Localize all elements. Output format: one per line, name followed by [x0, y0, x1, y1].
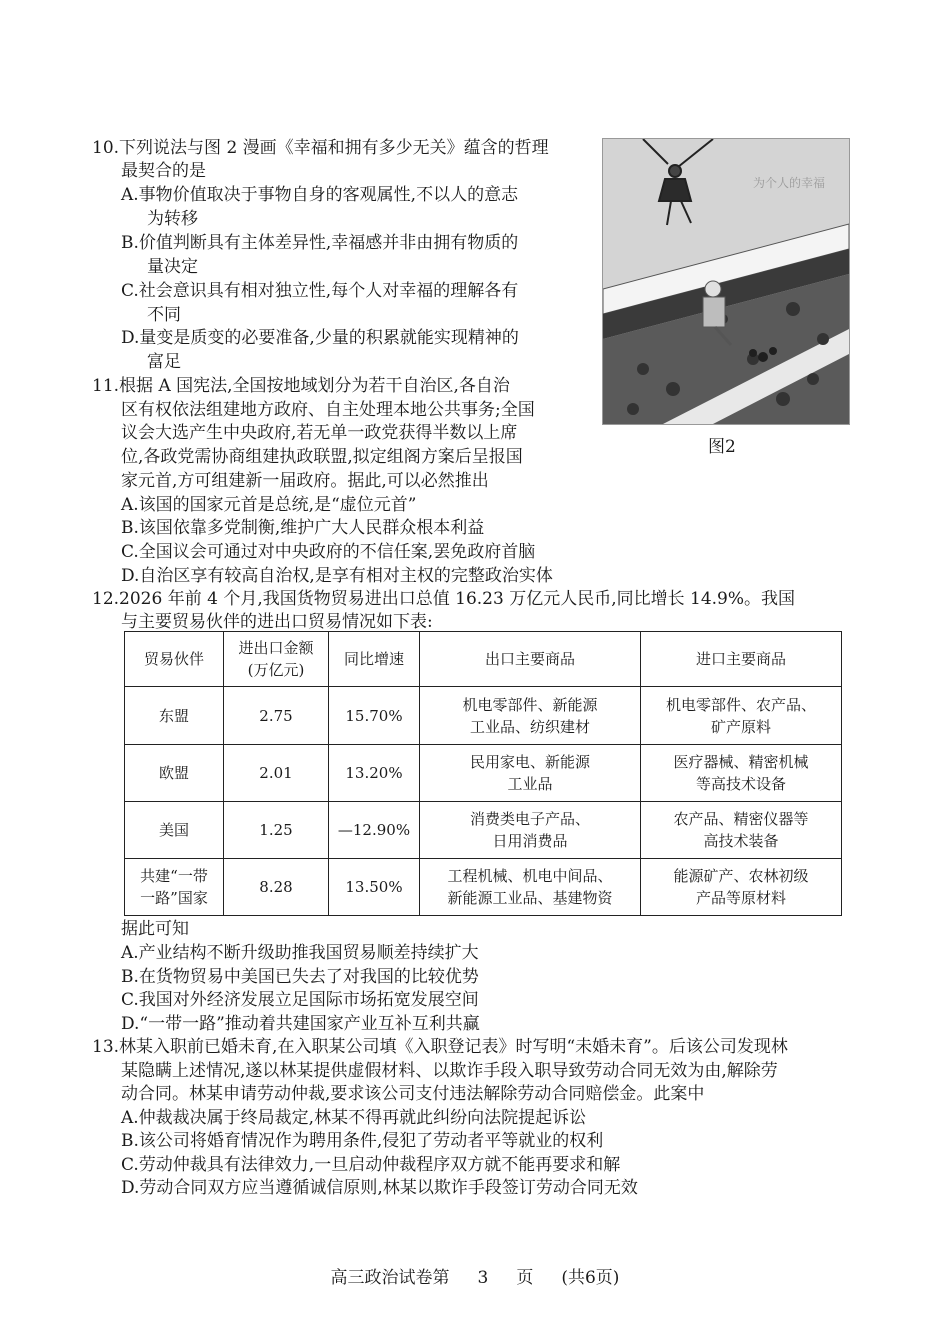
partner-line: 一路”国家 [140, 889, 208, 907]
imports-line: 医疗器械、精密机械 [673, 753, 809, 771]
imports-line: 高技术装备 [703, 832, 779, 850]
q11-stem-line: 家元首,方可组建新一届政府。据此,可以必然推出 [121, 471, 489, 491]
q10-option-a-cont: 为转移 [147, 209, 198, 229]
q12-lead: 据此可知 [121, 919, 189, 939]
q10-option-c-cont: 不同 [147, 305, 181, 325]
q12-option-b: B.在货物贸易中美国已失去了对我国的比较优势 [121, 967, 479, 987]
header-amount [224, 632, 329, 687]
q12-stem-line: 12.2026 年前 4 个月,我国货物贸易进出口总值 16.23 万亿元人民币,同比增长 14.9%。我国 [92, 589, 796, 609]
cell-growth: 15.70% [329, 687, 420, 745]
exports-line: 新能源工业品、基建物资 [447, 889, 613, 907]
q11-stem-line: 位,各政党需协商组建执政联盟,拟定组阁方案后呈报国 [121, 447, 523, 467]
figure-caption: 图2 [708, 437, 736, 457]
cell-exports [420, 802, 641, 859]
partner-line: 东盟 [158, 706, 189, 725]
header-partner: 贸易伙伴 [125, 632, 224, 687]
partner-line: 共建“一带 [140, 867, 208, 885]
q12-option-d: D.“一带一路”推动着共建国家产业互补互利共赢 [121, 1014, 480, 1034]
header-exports: 出口主要商品 [420, 632, 641, 687]
cell-partner [125, 687, 224, 745]
imports-line: 矿产原料 [710, 717, 771, 736]
footer-total-pages: (共6页) [561, 1268, 620, 1288]
table-header-row [125, 632, 842, 687]
header-amount-line1: 进出口金额 [238, 639, 314, 657]
cell-partner [125, 802, 224, 859]
page-footer [0, 1263, 950, 1288]
q13-option-d: D.劳动合同双方应当遵循诚信原则,林某以欺诈手段签订劳动合同无效 [121, 1178, 638, 1198]
imports-line: 等高技术设备 [695, 775, 786, 793]
cell-exports [420, 687, 641, 745]
q13-option-c: C.劳动仲裁具有法律效力,一旦启动仲裁程序双方就不能再要求和解 [121, 1155, 621, 1175]
imports-line: 机电零部件、农产品、 [665, 695, 816, 714]
q13-stem-line: 某隐瞒上述情况,遂以林某提供虚假材料、以欺诈手段入职导致劳动合同无效为由,解除劳 [121, 1061, 778, 1081]
cell-imports [641, 687, 842, 745]
imports-line: 能源矿产、农林初级 [673, 867, 809, 885]
q13-option-b: B.该公司将婚育情况作为聘用条件,侵犯了劳动者平等就业的权利 [121, 1131, 604, 1151]
partner-line: 欧盟 [158, 764, 189, 782]
q10-option-c: C.社会意识具有相对独立性,每个人对幸福的理解各有 [121, 281, 519, 301]
header-imports: 进口主要商品 [641, 632, 842, 687]
q10-option-a: A.事物价值取决于事物自身的客观属性,不以人的意志 [121, 185, 519, 205]
exports-line: 民用家电、新能源 [469, 753, 590, 771]
imports-line: 农产品、精密仪器等 [673, 810, 809, 828]
table-row [125, 802, 842, 859]
cell-growth: 13.20% [329, 745, 420, 802]
exports-line: 工程机械、机电中间品、 [447, 867, 613, 885]
q13-stem-line: 13.林某入职前已婚未育,在入职某公司填《入职登记表》时写明“未婚未育”。后该公司发现林 [92, 1037, 788, 1057]
table-row [125, 745, 842, 802]
exports-line: 工业品、纺织建材 [469, 717, 590, 736]
q11-option-d: D.自治区享有较高自治权,是享有相对主权的完整政治实体 [121, 566, 553, 586]
cell-amount: 1.25 [224, 802, 329, 859]
cell-exports [420, 745, 641, 802]
cartoon-illustration [603, 139, 849, 424]
footer-label: 高三政治试卷第 [330, 1268, 450, 1288]
table-row [125, 687, 842, 745]
cell-partner [125, 745, 224, 802]
cell-growth: 13.50% [329, 859, 420, 916]
cartoon-figure [602, 138, 850, 425]
q11-stem-line: 议会大选产生中央政府,若无单一政党获得半数以上席 [121, 423, 518, 443]
cell-imports [641, 745, 842, 802]
cell-partner [125, 859, 224, 916]
q11-stem-line: 11.根据 A 国宪法,全国按地域划分为若干自治区,各自治 [92, 376, 510, 396]
q10-option-d: D.量变是质变的必要准备,少量的积累就能实现精神的 [121, 328, 519, 348]
exports-line: 消费类电子产品、 [469, 810, 590, 828]
q12-stem-line: 与主要贸易伙伴的进出口贸易情况如下表: [121, 612, 433, 632]
cell-amount: 8.28 [224, 859, 329, 916]
footer-page-number: 3 [477, 1268, 489, 1288]
q11-option-c: C.全国议会可通过对中央政府的不信任案,罢免政府首脑 [121, 542, 536, 562]
partner-line: 美国 [158, 821, 189, 839]
footer-page-unit: 页 [516, 1268, 534, 1288]
q10-option-b: B.价值判断具有主体差异性,幸福感并非由拥有物质的 [121, 233, 519, 253]
q10-stem-line: 最契合的是 [121, 161, 206, 181]
q11-stem-line: 区有权依法组建地方政府、自主处理本地公共事务;全国 [121, 400, 535, 420]
imports-line: 产品等原材料 [695, 889, 786, 907]
q11-option-b: B.该国依靠多党制衡,维护广大人民群众根本利益 [121, 518, 485, 538]
q10-stem-line: 10.下列说法与图 2 漫画《幸福和拥有多少无关》蕴含的哲理 [92, 138, 549, 158]
exports-line: 日用消费品 [492, 832, 568, 850]
q11-option-a: A.该国的国家元首是总统,是“虚位元首” [121, 495, 417, 515]
table-row [125, 859, 842, 916]
cell-imports [641, 859, 842, 916]
cell-amount: 2.75 [224, 687, 329, 745]
cell-growth: —12.90% [329, 802, 420, 859]
q10-option-b-cont: 量决定 [147, 257, 198, 277]
trade-table [124, 631, 842, 916]
q13-option-a: A.仲裁裁决属于终局裁定,林某不得再就此纠纷向法院提起诉讼 [121, 1108, 587, 1128]
cell-amount: 2.01 [224, 745, 329, 802]
q13-stem-line: 动合同。林某申请劳动仲裁,要求该公司支付违法解除劳动合同赔偿金。此案中 [121, 1084, 705, 1104]
q10-option-d-cont: 富足 [147, 352, 181, 372]
exports-line: 机电零部件、新能源 [462, 695, 598, 714]
cell-imports [641, 802, 842, 859]
cell-exports [420, 859, 641, 916]
header-amount-line2: (万亿元) [247, 661, 305, 679]
wall-faded-text: 为个人的幸福 [753, 176, 826, 190]
exports-line: 工业品 [507, 775, 553, 793]
header-growth: 同比增速 [329, 632, 420, 687]
q12-option-c: C.我国对外经济发展立足国际市场拓宽发展空间 [121, 990, 479, 1010]
q12-option-a: A.产业结构不断升级助推我国贸易顺差持续扩大 [121, 943, 479, 963]
